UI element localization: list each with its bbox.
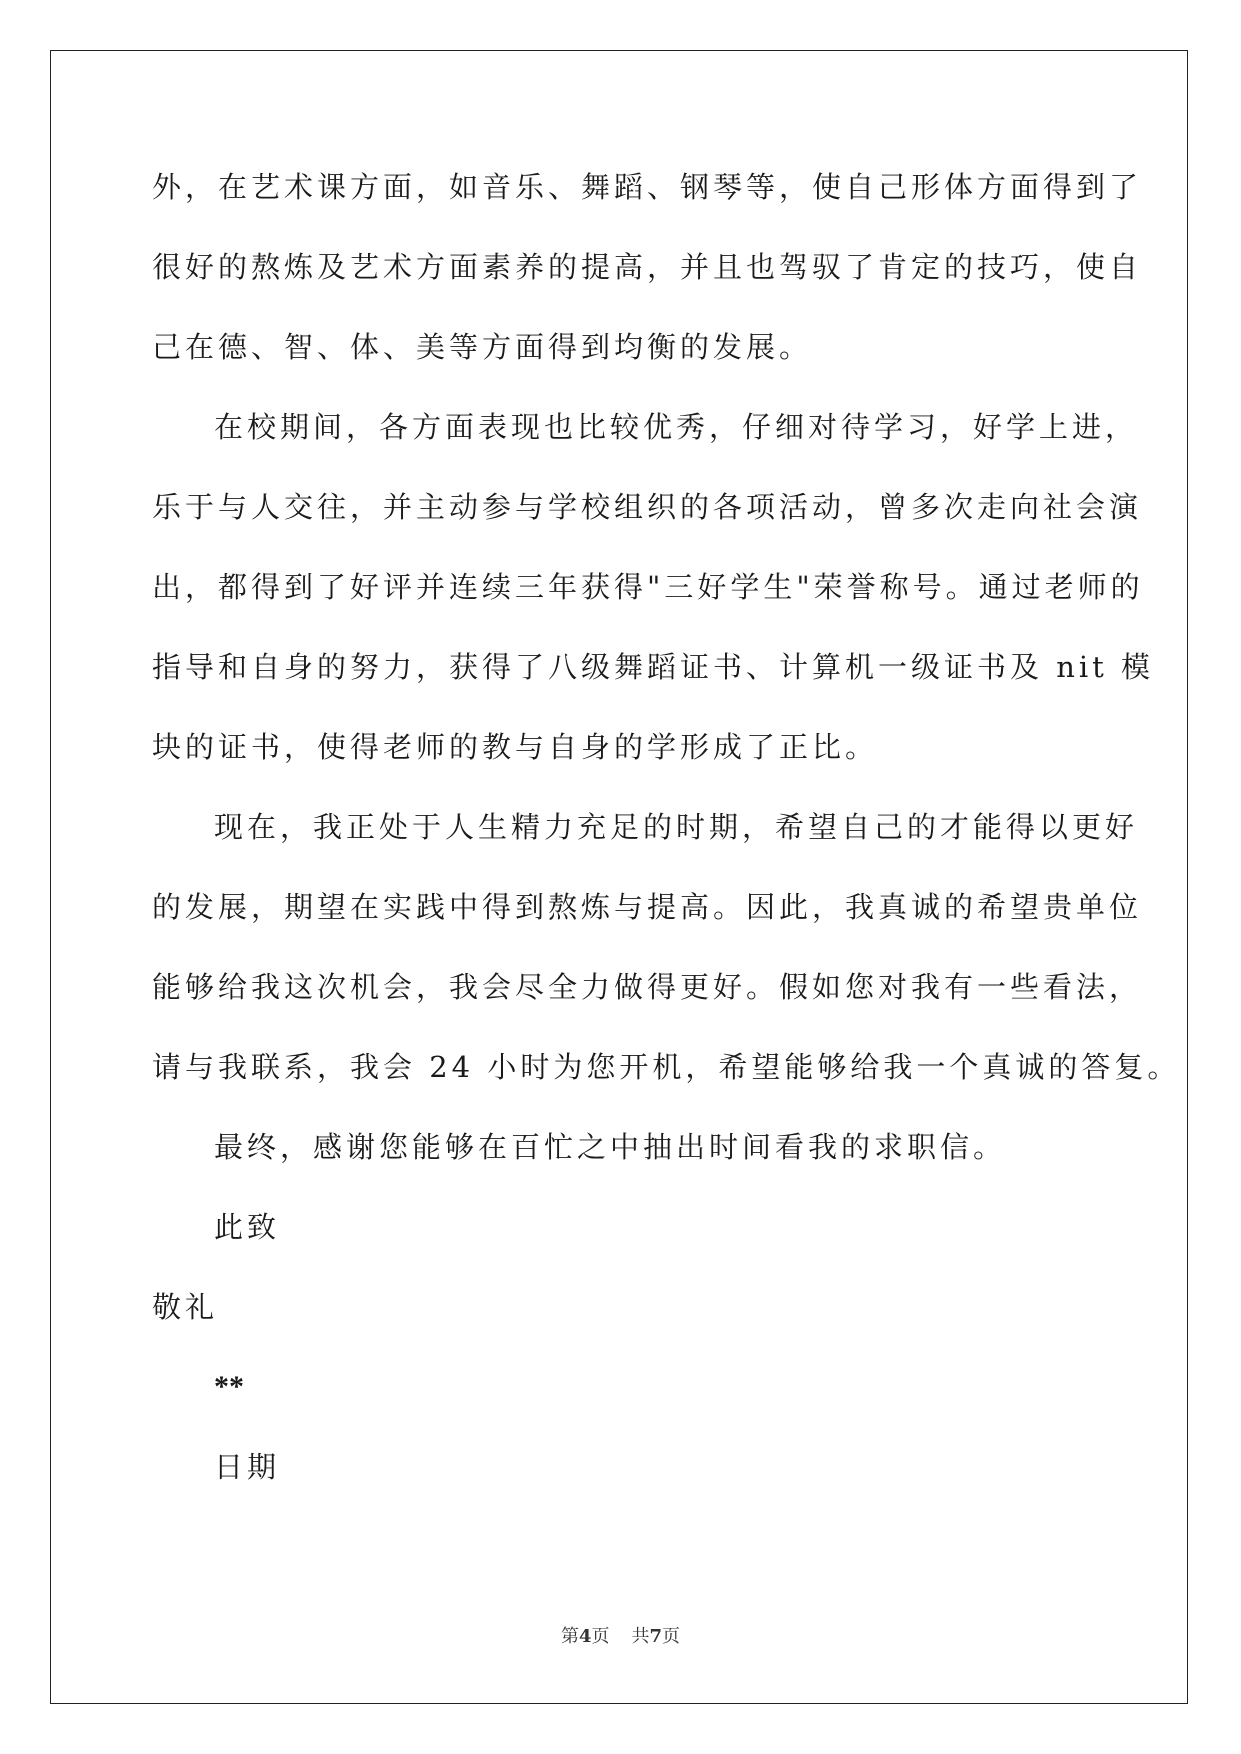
salutation-closing: 此致 bbox=[214, 1210, 281, 1244]
page-footer bbox=[0, 1622, 1241, 1648]
letter-body bbox=[152, 147, 1181, 1507]
total-pages: 7 bbox=[649, 1626, 663, 1647]
body-line: 出，都得到了好评并连续三年获得"三好学生"荣誉称号。通过老师的 bbox=[152, 570, 1144, 604]
page-label-suffix: 页 bbox=[591, 1626, 610, 1647]
body-line: 乐于与人交往，并主动参与学校组织的各项活动，曾多次走向社会演 bbox=[152, 490, 1143, 524]
body-line: 请与我联系，我会 24 小时为您开机，希望能够给我一个真诚的答复。 bbox=[152, 1050, 1181, 1084]
paragraph-start-line: 现在，我正处于人生精力充足的时期，希望自己的才能得以更好 bbox=[214, 810, 1139, 844]
body-line: 外，在艺术课方面，如音乐、舞蹈、钢琴等，使自己形体方面得到了 bbox=[152, 170, 1143, 204]
body-line: 能够给我这次机会，我会尽全力做得更好。假如您对我有一些看法， bbox=[152, 970, 1143, 1004]
signature-date: 日期 bbox=[214, 1450, 281, 1484]
paragraph-start-line: 在校期间，各方面表现也比较优秀，仔细对待学习，好学上进， bbox=[214, 410, 1139, 444]
total-label-prefix: 共 bbox=[631, 1626, 650, 1647]
body-line: 己在德、智、体、美等方面得到均衡的发展。 bbox=[152, 330, 813, 364]
salutation-regards: 敬礼 bbox=[152, 1290, 219, 1324]
signature-name: ** bbox=[214, 1370, 244, 1403]
page-label-prefix: 第 bbox=[560, 1626, 579, 1647]
body-line: 的发展，期望在实践中得到熬炼与提高。因此，我真诚的希望贵单位 bbox=[152, 890, 1143, 924]
closing-paragraph: 最终，感谢您能够在百忙之中抽出时间看我的求职信。 bbox=[214, 1130, 1007, 1164]
total-label-suffix: 页 bbox=[662, 1626, 681, 1647]
body-line: 很好的熬炼及艺术方面素养的提高，并且也驾驭了肯定的技巧，使自 bbox=[152, 250, 1143, 284]
body-line: 指导和自身的努力，获得了八级舞蹈证书、计算机一级证书及 nit 模 bbox=[152, 650, 1155, 684]
body-line: 块的证书，使得老师的教与自身的学形成了正比。 bbox=[152, 730, 879, 764]
page-number: 4 bbox=[578, 1626, 592, 1647]
